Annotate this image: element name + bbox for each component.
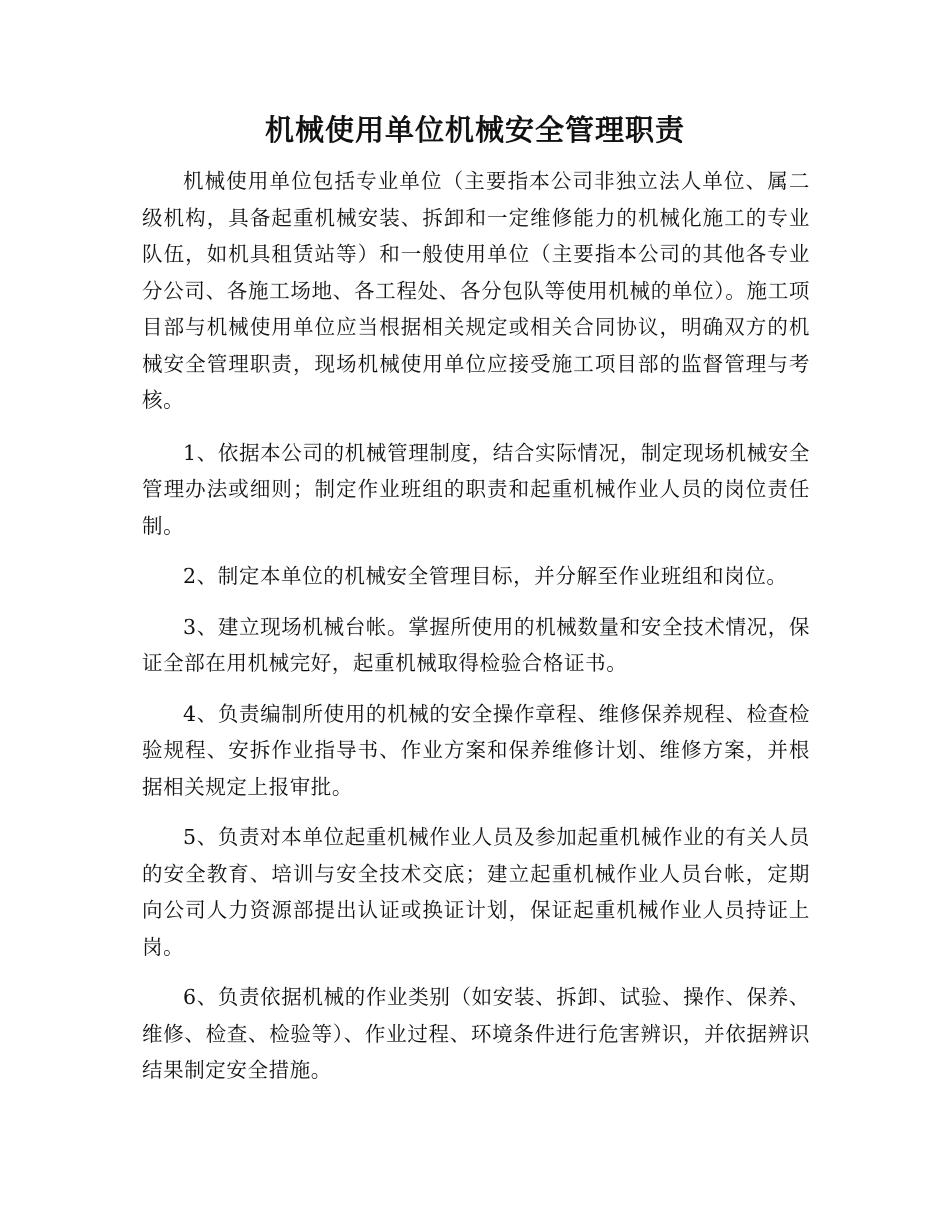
duty-item-1: 1、依据本公司的机械管理制度，结合实际情况，制定现场机械安全管理办法或细则；制定作业班组的职责和起重机械作业人员的岗位责任制。 <box>142 440 810 538</box>
duty-item-6: 6、负责依据机械的作业类别（如安装、拆卸、试验、操作、保养、维修、检查、检验等）、作业过程、环境条件进行危害辨识，并依据辨识结果制定安全措施。 <box>142 985 810 1082</box>
intro-paragraph: 机械使用单位包括专业单位（主要指本公司非独立法人单位、属二级机构，具备起重机械安装、拆卸和一定维修能力的机械化施工的专业队伍，如机具租赁站等）和一般使用单位（主要指本公司的其他各专业分公司、各施工场地、各工程处、各分包队等使用机械的单位）。施工项目部与机械使用单位应当根据相关规定或相关合同协议，明确双方的机械安全管理职责，现场机械使用单位应接受施工项目部的监督管理与考核。 <box>142 169 810 412</box>
document-body <box>142 163 810 1103</box>
duty-item-4: 4、负责编制所使用的机械的安全操作章程、维修保养规程、检查检验规程、安拆作业指导书、作业方案和保养维修计划、维修方案，并根据相关规定上报审批。 <box>142 701 810 799</box>
duty-item-5: 5、负责对本单位起重机械作业人员及参加起重机械作业的有关人员的安全教育、培训与安全技术交底；建立起重机械作业人员台帐，定期向公司人力资源部提出认证或换证计划，保证起重机械作业人员持证上岗。 <box>142 825 810 959</box>
duty-item-3: 3、建立现场机械台帐。掌握所使用的机械数量和安全技术情况，保证全部在用机械完好，起重机械取得检验合格证书。 <box>142 614 810 675</box>
document-title: 机械使用单位机械安全管理职责 <box>264 113 685 147</box>
duty-item-2: 2、制定本单位的机械安全管理目标，并分解至作业班组和岗位。 <box>183 564 788 588</box>
